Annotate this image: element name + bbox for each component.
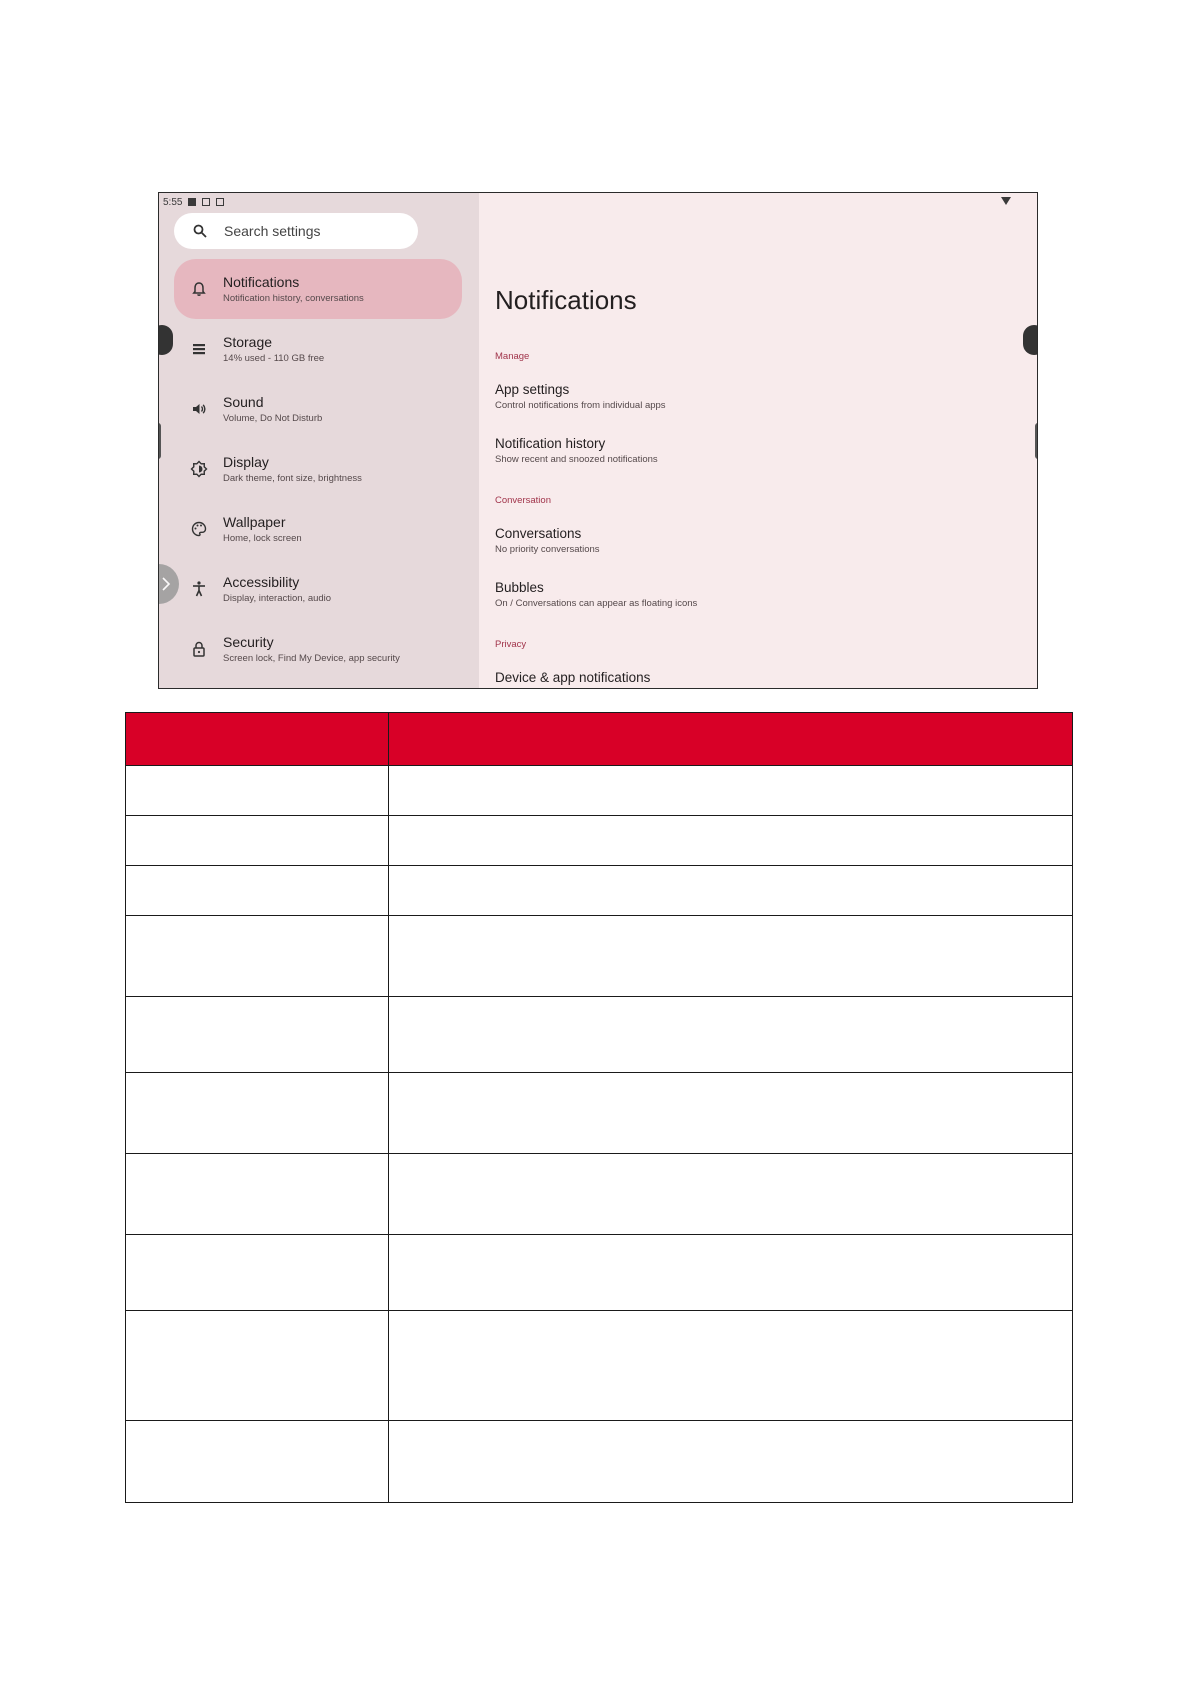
section-header-conversation: Conversation (495, 495, 551, 506)
status-cast-icon (216, 198, 224, 206)
pref-subtitle: No priority conversations (495, 544, 600, 555)
table-cell (126, 1235, 389, 1311)
table-header-cell (389, 713, 1073, 766)
table-cell (389, 1311, 1073, 1421)
table-cell (389, 866, 1073, 916)
table-row (126, 1311, 1073, 1421)
table-row (126, 1421, 1073, 1503)
sidebar-item-title: Notifications (223, 274, 300, 290)
sidebar-item-subtitle: Volume, Do Not Disturb (223, 413, 323, 424)
sidebar-item-subtitle: Screen lock, Find My Device, app security (223, 653, 400, 664)
notifications-panel (479, 193, 1037, 688)
pref-title: Bubbles (495, 580, 544, 595)
wifi-icon (1001, 197, 1011, 205)
sidebar-item-title: Accessibility (223, 574, 300, 590)
table-cell (126, 916, 389, 997)
table-header-cell (126, 713, 389, 766)
table-cell (126, 1421, 389, 1503)
sidebar-item-subtitle: Home, lock screen (223, 533, 302, 544)
table-cell (126, 766, 389, 816)
status-app-icon (202, 198, 210, 206)
sidebar-item-subtitle: 14% used - 110 GB free (223, 353, 325, 364)
settings-screenshot (158, 192, 1038, 689)
table-cell (126, 1073, 389, 1154)
table-cell (389, 1073, 1073, 1154)
volume-icon (190, 400, 208, 418)
pref-title: Notification history (495, 436, 606, 451)
table-cell (389, 1235, 1073, 1311)
drag-handle-left[interactable] (158, 325, 173, 355)
sidebar-item-subtitle: Display, interaction, audio (223, 593, 332, 604)
table-row (126, 816, 1073, 866)
brightness-icon (190, 460, 208, 478)
search-placeholder: Search settings (224, 223, 321, 239)
drag-handle-right[interactable] (1023, 325, 1038, 355)
table-cell (389, 1154, 1073, 1235)
status-bar (163, 195, 224, 209)
section-header-privacy: Privacy (495, 639, 527, 650)
accessibility-icon (190, 580, 208, 598)
sidebar-item-title: Storage (223, 334, 273, 350)
sidebar-item-notifications[interactable] (174, 259, 462, 319)
search-input[interactable] (174, 213, 418, 249)
sidebar-item-subtitle: Dark theme, font size, brightness (223, 473, 362, 484)
table-cell (126, 816, 389, 866)
sidebar-item-title: Sound (223, 394, 264, 410)
table-cell (126, 866, 389, 916)
table-cell (126, 1154, 389, 1235)
chevron-right-icon (161, 576, 171, 592)
table-cell (389, 1421, 1073, 1503)
table-row (126, 916, 1073, 997)
pref-title: Device & app notifications (495, 670, 651, 685)
edge-bar-left[interactable] (158, 423, 161, 459)
settings-table (125, 712, 1073, 1503)
edge-bar-right[interactable] (1035, 423, 1038, 459)
sidebar-item-security[interactable] (174, 619, 462, 679)
pref-subtitle: Control notifications from individual apps (495, 400, 666, 411)
table-row (126, 766, 1073, 816)
table-cell (389, 816, 1073, 866)
table-cell (126, 997, 389, 1073)
table-row (126, 1235, 1073, 1311)
page-title: Notifications (495, 285, 637, 315)
table-row (126, 1073, 1073, 1154)
table-cell (126, 1311, 389, 1421)
sidebar-item-subtitle: Notification history, conversations (223, 293, 364, 304)
table-cell (389, 916, 1073, 997)
section-header-manage: Manage (495, 351, 530, 362)
table-row (126, 866, 1073, 916)
status-notification-icon (188, 198, 196, 206)
table-row (126, 997, 1073, 1073)
pref-subtitle: Show recent and snoozed notifications (495, 454, 658, 465)
bell-icon (190, 280, 208, 298)
sidebar-item-sound[interactable] (174, 379, 462, 439)
table-header-row (126, 713, 1073, 766)
pref-subtitle: On / Conversations can appear as floating icons (495, 598, 698, 609)
lock-icon (190, 640, 208, 658)
status-time: 5:55 (163, 196, 183, 208)
palette-icon (190, 520, 208, 538)
table-cell (389, 766, 1073, 816)
search-icon (192, 223, 208, 239)
sidebar-item-title: Security (223, 634, 274, 650)
sidebar-item-storage[interactable] (174, 319, 462, 379)
sidebar-item-accessibility[interactable] (174, 559, 462, 619)
sidebar-item-title: Wallpaper (223, 514, 286, 530)
table-cell (389, 997, 1073, 1073)
pref-title: Conversations (495, 526, 582, 541)
sidebar-item-display[interactable] (174, 439, 462, 499)
pref-title: App settings (495, 382, 570, 397)
settings-sidebar (159, 193, 479, 688)
sidebar-item-wallpaper[interactable] (174, 499, 462, 559)
sidebar-item-title: Display (223, 454, 269, 470)
storage-icon (190, 340, 208, 358)
table-row (126, 1154, 1073, 1235)
